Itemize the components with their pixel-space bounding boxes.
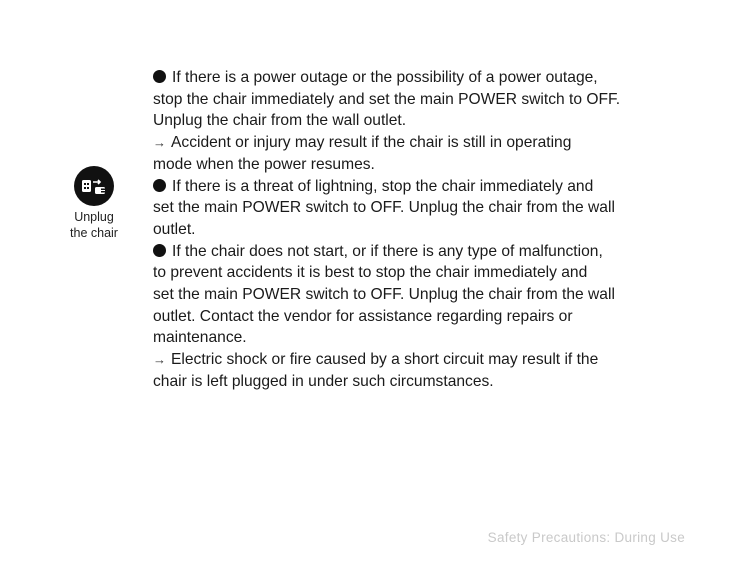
arrow-icon: → — [153, 352, 166, 368]
text-line — [153, 241, 673, 263]
line-text: set the main POWER switch to OFF. Unplug the chair from the wall — [153, 199, 615, 217]
text-line — [153, 110, 673, 132]
line-text: Electric shock or fire caused by a short circuit may result if the — [171, 351, 599, 369]
line-text: If there is a threat of lightning, stop the chair immediately and — [172, 177, 594, 195]
text-line — [153, 67, 673, 89]
line-text: If the chair does not start, or if there is any type of malfunction, — [172, 242, 603, 260]
line-text: Accident or injury may result if the chair is still in operating — [171, 134, 572, 152]
text-line — [153, 197, 673, 219]
bullet-icon — [153, 179, 166, 192]
icon-label-line2: the chair — [70, 226, 118, 240]
text-line — [153, 349, 673, 371]
text-line — [153, 176, 673, 198]
text-line — [153, 154, 673, 176]
line-text: set the main POWER switch to OFF. Unplug the chair from the wall — [153, 286, 615, 304]
line-text: mode when the power resumes. — [153, 155, 375, 173]
text-line — [153, 89, 673, 111]
arrow-icon: → — [153, 135, 166, 151]
line-text: chair is left plugged in under such circumstances. — [153, 372, 494, 390]
text-line — [153, 132, 673, 154]
line-text: to prevent accidents it is best to stop the chair immediately and — [153, 264, 588, 282]
text-line — [153, 306, 673, 328]
icon-label-line1: Unplug — [74, 210, 114, 224]
line-text: outlet. — [153, 220, 196, 238]
unplug-icon — [74, 166, 114, 206]
text-line — [153, 219, 673, 241]
unplug-warning — [58, 166, 130, 241]
line-text: Unplug the chair from the wall outlet. — [153, 112, 407, 130]
line-text: outlet. Contact the vendor for assistance regarding repairs or — [153, 307, 573, 325]
line-text: If there is a power outage or the possibility of a power outage, — [172, 69, 598, 86]
bullet-icon — [153, 70, 166, 83]
text-line — [153, 327, 673, 349]
text-line — [153, 262, 673, 284]
precaution-text — [153, 67, 673, 393]
text-line — [153, 371, 673, 393]
line-text: stop the chair immediately and set the main POWER switch to OFF. — [153, 90, 621, 108]
text-line — [153, 284, 673, 306]
bullet-icon — [153, 244, 166, 257]
line-text: maintenance. — [153, 329, 247, 347]
page-footer: Safety Precautions: During Use — [487, 530, 685, 545]
